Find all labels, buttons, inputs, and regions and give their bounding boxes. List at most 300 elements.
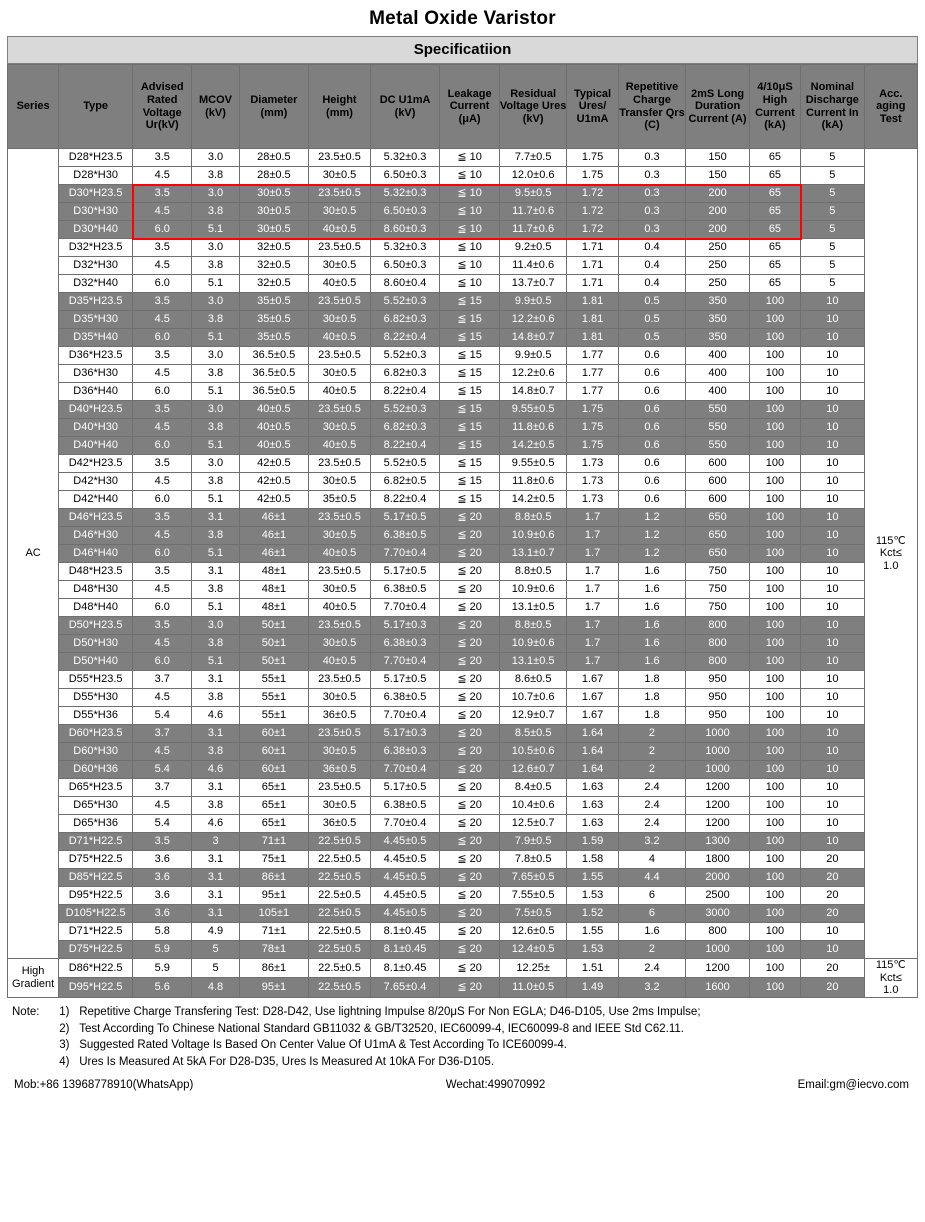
data-cell: 40±0.5 bbox=[309, 437, 370, 455]
data-cell: 3.6 bbox=[133, 869, 192, 887]
series-cell: High Gradient bbox=[8, 959, 59, 998]
data-cell: 1000 bbox=[686, 941, 750, 959]
table-row bbox=[8, 491, 918, 509]
data-cell: 100 bbox=[749, 923, 800, 941]
data-cell: 7.65±0.5 bbox=[499, 869, 567, 887]
footer-mobile: Mob:+86 13968778910(WhatsApp) bbox=[14, 1078, 194, 1091]
data-cell: 1.7 bbox=[567, 563, 618, 581]
data-cell: 9.55±0.5 bbox=[499, 455, 567, 473]
data-cell: 0.4 bbox=[618, 275, 686, 293]
data-cell: 100 bbox=[749, 815, 800, 833]
data-cell: 3.0 bbox=[192, 149, 239, 167]
data-cell: 6.38±0.3 bbox=[370, 635, 440, 653]
data-cell: 100 bbox=[749, 527, 800, 545]
data-cell: 1.59 bbox=[567, 833, 618, 851]
data-cell: 10 bbox=[801, 419, 865, 437]
data-cell: 7.9±0.5 bbox=[499, 833, 567, 851]
data-cell: ≦ 20 bbox=[440, 923, 499, 941]
type-cell: D48*H40 bbox=[59, 599, 133, 617]
data-cell: 60±1 bbox=[239, 725, 309, 743]
data-cell: 46±1 bbox=[239, 509, 309, 527]
data-cell: 3 bbox=[192, 833, 239, 851]
data-cell: 20 bbox=[801, 978, 865, 997]
type-cell: D32*H30 bbox=[59, 257, 133, 275]
type-cell: D65*H30 bbox=[59, 797, 133, 815]
data-cell: 3.8 bbox=[192, 689, 239, 707]
data-cell: 6 bbox=[618, 887, 686, 905]
table-row bbox=[8, 851, 918, 869]
data-cell: ≦ 20 bbox=[440, 941, 499, 959]
type-cell: D46*H23.5 bbox=[59, 509, 133, 527]
data-cell: ≦ 20 bbox=[440, 869, 499, 887]
type-cell: D35*H40 bbox=[59, 329, 133, 347]
data-cell: 100 bbox=[749, 689, 800, 707]
table-row bbox=[8, 815, 918, 833]
data-cell: 28±0.5 bbox=[239, 149, 309, 167]
data-cell: 3.8 bbox=[192, 167, 239, 185]
data-cell: 100 bbox=[749, 743, 800, 761]
data-cell: 100 bbox=[749, 491, 800, 509]
data-cell: 50±1 bbox=[239, 653, 309, 671]
data-cell: 71±1 bbox=[239, 833, 309, 851]
table-row bbox=[8, 329, 918, 347]
data-cell: 1.67 bbox=[567, 671, 618, 689]
data-cell: 14.2±0.5 bbox=[499, 491, 567, 509]
data-cell: 23.5±0.5 bbox=[309, 347, 370, 365]
type-cell: D105*H22.5 bbox=[59, 905, 133, 923]
data-cell: 0.5 bbox=[618, 329, 686, 347]
data-cell: 32±0.5 bbox=[239, 257, 309, 275]
data-cell: 5 bbox=[801, 167, 865, 185]
data-cell: 20 bbox=[801, 869, 865, 887]
data-cell: 6.0 bbox=[133, 653, 192, 671]
data-cell: 10 bbox=[801, 671, 865, 689]
note-number: 3) bbox=[59, 1039, 70, 1052]
data-cell: 10 bbox=[801, 725, 865, 743]
data-cell: 6.0 bbox=[133, 221, 192, 239]
data-cell: 3.1 bbox=[192, 563, 239, 581]
data-cell: ≦ 15 bbox=[440, 293, 499, 311]
data-cell: 3.0 bbox=[192, 293, 239, 311]
data-cell: 10 bbox=[801, 779, 865, 797]
data-cell: 4.5 bbox=[133, 635, 192, 653]
data-cell: 9.5±0.5 bbox=[499, 185, 567, 203]
data-cell: 8.22±0.4 bbox=[370, 491, 440, 509]
data-cell: 6.50±0.3 bbox=[370, 257, 440, 275]
data-cell: 23.5±0.5 bbox=[309, 779, 370, 797]
data-cell: 3.1 bbox=[192, 509, 239, 527]
data-cell: 7.70±0.4 bbox=[370, 761, 440, 779]
column-header-5: Height (mm) bbox=[309, 65, 370, 149]
data-cell: 3.2 bbox=[618, 978, 686, 997]
data-cell: 13.1±0.5 bbox=[499, 653, 567, 671]
data-cell: 23.5±0.5 bbox=[309, 455, 370, 473]
data-cell: 10 bbox=[801, 923, 865, 941]
data-cell: 1.7 bbox=[567, 545, 618, 563]
type-cell: D85*H22.5 bbox=[59, 869, 133, 887]
data-cell: 100 bbox=[749, 959, 800, 978]
data-cell: ≦ 20 bbox=[440, 779, 499, 797]
type-cell: D36*H40 bbox=[59, 383, 133, 401]
data-cell: 13.1±0.5 bbox=[499, 599, 567, 617]
data-cell: 13.7±0.7 bbox=[499, 275, 567, 293]
data-cell: 6.50±0.3 bbox=[370, 203, 440, 221]
data-cell: ≦ 10 bbox=[440, 239, 499, 257]
data-cell: 1.6 bbox=[618, 653, 686, 671]
table-row bbox=[8, 779, 918, 797]
data-cell: 100 bbox=[749, 653, 800, 671]
data-cell: 22.5±0.5 bbox=[309, 905, 370, 923]
data-cell: 6.0 bbox=[133, 383, 192, 401]
data-cell: 78±1 bbox=[239, 941, 309, 959]
data-cell: ≦ 10 bbox=[440, 149, 499, 167]
data-cell: 11.8±0.6 bbox=[499, 473, 567, 491]
data-cell: 950 bbox=[686, 671, 750, 689]
note-text: Suggested Rated Voltage Is Based On Center Value Of U1mA & Test According To ICE60099-4. bbox=[79, 1039, 567, 1052]
data-cell: 8.60±0.4 bbox=[370, 275, 440, 293]
data-cell: ≦ 20 bbox=[440, 833, 499, 851]
data-cell: 6 bbox=[618, 905, 686, 923]
data-cell: 1.67 bbox=[567, 689, 618, 707]
data-cell: 400 bbox=[686, 347, 750, 365]
table-row bbox=[8, 239, 918, 257]
data-cell: 1.8 bbox=[618, 671, 686, 689]
series-cell: AC bbox=[8, 149, 59, 959]
data-cell: 5.17±0.5 bbox=[370, 563, 440, 581]
data-cell: 40±0.5 bbox=[239, 401, 309, 419]
type-cell: D42*H30 bbox=[59, 473, 133, 491]
table-row bbox=[8, 185, 918, 203]
data-cell: 3.8 bbox=[192, 797, 239, 815]
data-cell: 5.9 bbox=[133, 959, 192, 978]
data-cell: 30±0.5 bbox=[309, 635, 370, 653]
data-cell: 3.0 bbox=[192, 617, 239, 635]
data-cell: 100 bbox=[749, 347, 800, 365]
data-cell: 10 bbox=[801, 617, 865, 635]
data-cell: ≦ 20 bbox=[440, 797, 499, 815]
data-cell: ≦ 20 bbox=[440, 617, 499, 635]
type-cell: D46*H40 bbox=[59, 545, 133, 563]
data-cell: 10 bbox=[801, 599, 865, 617]
data-cell: 40±0.5 bbox=[309, 383, 370, 401]
data-cell: 0.3 bbox=[618, 185, 686, 203]
data-cell: 1.8 bbox=[618, 689, 686, 707]
data-cell: 10 bbox=[801, 833, 865, 851]
data-cell: 250 bbox=[686, 257, 750, 275]
table-header-row bbox=[8, 65, 918, 149]
type-cell: D65*H23.5 bbox=[59, 779, 133, 797]
data-cell: 22.5±0.5 bbox=[309, 978, 370, 997]
column-header-8: Residual Voltage Ures (kV) bbox=[499, 65, 567, 149]
data-cell: 5.4 bbox=[133, 761, 192, 779]
specification-table bbox=[7, 64, 918, 998]
data-cell: 100 bbox=[749, 365, 800, 383]
data-cell: 1.2 bbox=[618, 527, 686, 545]
table-row bbox=[8, 401, 918, 419]
data-cell: 100 bbox=[749, 509, 800, 527]
data-cell: 5 bbox=[801, 275, 865, 293]
data-cell: 20 bbox=[801, 887, 865, 905]
note-number: 1) bbox=[59, 1005, 70, 1018]
type-cell: D40*H23.5 bbox=[59, 401, 133, 419]
data-cell: 10 bbox=[801, 401, 865, 419]
data-cell: 3.5 bbox=[133, 563, 192, 581]
data-cell: 9.9±0.5 bbox=[499, 293, 567, 311]
data-cell: 3.5 bbox=[133, 347, 192, 365]
data-cell: 42±0.5 bbox=[239, 473, 309, 491]
data-cell: 95±1 bbox=[239, 978, 309, 997]
data-cell: 4.5 bbox=[133, 527, 192, 545]
data-cell: 48±1 bbox=[239, 563, 309, 581]
data-cell: 5.32±0.3 bbox=[370, 185, 440, 203]
type-cell: D28*H30 bbox=[59, 167, 133, 185]
data-cell: 2.4 bbox=[618, 815, 686, 833]
data-cell: 8.1±0.45 bbox=[370, 923, 440, 941]
data-cell: 100 bbox=[749, 419, 800, 437]
data-cell: 30±0.5 bbox=[309, 689, 370, 707]
data-cell: 50±1 bbox=[239, 617, 309, 635]
data-cell: 7.8±0.5 bbox=[499, 851, 567, 869]
data-cell: 1.64 bbox=[567, 743, 618, 761]
data-cell: 9.9±0.5 bbox=[499, 347, 567, 365]
data-cell: 7.65±0.4 bbox=[370, 978, 440, 997]
data-cell: 6.82±0.5 bbox=[370, 473, 440, 491]
data-cell: ≦ 15 bbox=[440, 311, 499, 329]
data-cell: 1.7 bbox=[567, 635, 618, 653]
data-cell: 5.1 bbox=[192, 275, 239, 293]
data-cell: 1.53 bbox=[567, 941, 618, 959]
data-cell: 8.4±0.5 bbox=[499, 779, 567, 797]
data-cell: 7.5±0.5 bbox=[499, 905, 567, 923]
data-cell: 40±0.5 bbox=[309, 329, 370, 347]
data-cell: 11.4±0.6 bbox=[499, 257, 567, 275]
data-cell: 32±0.5 bbox=[239, 275, 309, 293]
data-cell: 22.5±0.5 bbox=[309, 887, 370, 905]
data-cell: 3.6 bbox=[133, 905, 192, 923]
data-cell: 100 bbox=[749, 761, 800, 779]
data-cell: 100 bbox=[749, 455, 800, 473]
data-cell: ≦ 20 bbox=[440, 527, 499, 545]
table-row bbox=[8, 743, 918, 761]
table-row bbox=[8, 347, 918, 365]
data-cell: 5.17±0.3 bbox=[370, 725, 440, 743]
data-cell: 0.6 bbox=[618, 419, 686, 437]
data-cell: 4.6 bbox=[192, 815, 239, 833]
data-cell: 23.5±0.5 bbox=[309, 617, 370, 635]
data-cell: 14.8±0.7 bbox=[499, 383, 567, 401]
data-cell: ≦ 20 bbox=[440, 581, 499, 599]
data-cell: 10 bbox=[801, 527, 865, 545]
data-cell: 100 bbox=[749, 473, 800, 491]
data-cell: 10 bbox=[801, 563, 865, 581]
data-cell: 100 bbox=[749, 779, 800, 797]
table-row bbox=[8, 617, 918, 635]
data-cell: 6.0 bbox=[133, 275, 192, 293]
data-cell: 30±0.5 bbox=[309, 419, 370, 437]
data-cell: 100 bbox=[749, 833, 800, 851]
type-cell: D55*H30 bbox=[59, 689, 133, 707]
data-cell: 1.77 bbox=[567, 383, 618, 401]
data-cell: 20 bbox=[801, 959, 865, 978]
data-cell: 1.6 bbox=[618, 923, 686, 941]
data-cell: 48±1 bbox=[239, 581, 309, 599]
data-cell: 55±1 bbox=[239, 671, 309, 689]
data-cell: 30±0.5 bbox=[309, 365, 370, 383]
data-cell: 8.22±0.4 bbox=[370, 383, 440, 401]
data-cell: 1200 bbox=[686, 779, 750, 797]
data-cell: 5.6 bbox=[133, 978, 192, 997]
data-cell: ≦ 10 bbox=[440, 275, 499, 293]
data-cell: 65±1 bbox=[239, 815, 309, 833]
data-cell: ≦ 20 bbox=[440, 635, 499, 653]
data-cell: 1.72 bbox=[567, 221, 618, 239]
data-cell: 1.8 bbox=[618, 707, 686, 725]
data-cell: 1.7 bbox=[567, 509, 618, 527]
data-cell: 30±0.5 bbox=[309, 797, 370, 815]
data-cell: 5.52±0.3 bbox=[370, 347, 440, 365]
data-cell: 3.5 bbox=[133, 455, 192, 473]
data-cell: 5 bbox=[801, 149, 865, 167]
data-cell: ≦ 15 bbox=[440, 401, 499, 419]
data-cell: 12.5±0.7 bbox=[499, 815, 567, 833]
table-row bbox=[8, 545, 918, 563]
data-cell: 800 bbox=[686, 635, 750, 653]
data-cell: ≦ 20 bbox=[440, 959, 499, 978]
data-cell: 10 bbox=[801, 293, 865, 311]
data-cell: 22.5±0.5 bbox=[309, 851, 370, 869]
table-row bbox=[8, 311, 918, 329]
data-cell: 5.1 bbox=[192, 221, 239, 239]
data-cell: 55±1 bbox=[239, 689, 309, 707]
data-cell: 5 bbox=[801, 257, 865, 275]
data-cell: 4.45±0.5 bbox=[370, 887, 440, 905]
data-cell: 30±0.5 bbox=[309, 311, 370, 329]
table-row bbox=[8, 563, 918, 581]
table-row bbox=[8, 527, 918, 545]
data-cell: 55±1 bbox=[239, 707, 309, 725]
data-cell: 8.22±0.4 bbox=[370, 329, 440, 347]
table-row bbox=[8, 797, 918, 815]
acc-aging-cell: 115℃ Kct≤ 1.0 bbox=[864, 959, 917, 998]
column-header-14: Acc. aging Test bbox=[864, 65, 917, 149]
data-cell: 4.5 bbox=[133, 167, 192, 185]
page-title: Metal Oxide Varistor bbox=[369, 8, 556, 29]
data-cell: 250 bbox=[686, 239, 750, 257]
notes-block bbox=[6, 998, 919, 1073]
data-cell: 30±0.5 bbox=[309, 473, 370, 491]
data-cell: 3.7 bbox=[133, 779, 192, 797]
footer bbox=[6, 1073, 919, 1097]
data-cell: ≦ 15 bbox=[440, 473, 499, 491]
data-cell: 5 bbox=[192, 959, 239, 978]
data-cell: 22.5±0.5 bbox=[309, 869, 370, 887]
data-cell: 0.5 bbox=[618, 311, 686, 329]
data-cell: 3.8 bbox=[192, 311, 239, 329]
data-cell: 23.5±0.5 bbox=[309, 185, 370, 203]
data-cell: 3.8 bbox=[192, 365, 239, 383]
data-cell: 1.52 bbox=[567, 905, 618, 923]
data-cell: 65 bbox=[749, 203, 800, 221]
data-cell: 30±0.5 bbox=[239, 221, 309, 239]
column-header-10: Repetitive Charge Transfer Qrs (C) bbox=[618, 65, 686, 149]
data-cell: 40±0.5 bbox=[309, 545, 370, 563]
type-cell: D50*H40 bbox=[59, 653, 133, 671]
data-cell: 12.6±0.5 bbox=[499, 923, 567, 941]
data-cell: 1.77 bbox=[567, 365, 618, 383]
table-row bbox=[8, 905, 918, 923]
table-row bbox=[8, 275, 918, 293]
data-cell: 100 bbox=[749, 797, 800, 815]
data-cell: 6.82±0.3 bbox=[370, 311, 440, 329]
type-cell: D71*H22.5 bbox=[59, 923, 133, 941]
notes-label: Note: bbox=[12, 1005, 40, 1018]
data-cell: 100 bbox=[749, 563, 800, 581]
data-cell: 3.6 bbox=[133, 887, 192, 905]
data-cell: 10 bbox=[801, 329, 865, 347]
column-header-6: DC U1mA (kV) bbox=[370, 65, 440, 149]
data-cell: 150 bbox=[686, 167, 750, 185]
data-cell: 350 bbox=[686, 311, 750, 329]
data-cell: 3.0 bbox=[192, 185, 239, 203]
data-cell: 10.7±0.6 bbox=[499, 689, 567, 707]
data-cell: 5.1 bbox=[192, 383, 239, 401]
data-cell: 10 bbox=[801, 707, 865, 725]
data-cell: 1.73 bbox=[567, 491, 618, 509]
data-cell: 4.6 bbox=[192, 761, 239, 779]
data-cell: 3.5 bbox=[133, 617, 192, 635]
data-cell: 1600 bbox=[686, 978, 750, 997]
data-cell: 100 bbox=[749, 401, 800, 419]
data-cell: 23.5±0.5 bbox=[309, 239, 370, 257]
table-row bbox=[8, 509, 918, 527]
data-cell: 10 bbox=[801, 635, 865, 653]
data-cell: 5 bbox=[801, 203, 865, 221]
data-cell: 3.5 bbox=[133, 293, 192, 311]
data-cell: 1200 bbox=[686, 815, 750, 833]
data-cell: 550 bbox=[686, 437, 750, 455]
data-cell: 5.9 bbox=[133, 941, 192, 959]
data-cell: 10 bbox=[801, 383, 865, 401]
data-cell: 1.73 bbox=[567, 473, 618, 491]
data-cell: 3.1 bbox=[192, 851, 239, 869]
data-cell: ≦ 20 bbox=[440, 689, 499, 707]
data-cell: 5.17±0.5 bbox=[370, 509, 440, 527]
type-cell: D35*H23.5 bbox=[59, 293, 133, 311]
data-cell: 4.8 bbox=[192, 978, 239, 997]
data-cell: 60±1 bbox=[239, 743, 309, 761]
data-cell: 7.70±0.4 bbox=[370, 707, 440, 725]
data-cell: 95±1 bbox=[239, 887, 309, 905]
type-cell: D28*H23.5 bbox=[59, 149, 133, 167]
data-cell: 0.3 bbox=[618, 167, 686, 185]
data-cell: 200 bbox=[686, 185, 750, 203]
data-cell: 3.5 bbox=[133, 185, 192, 203]
data-cell: 4.5 bbox=[133, 473, 192, 491]
data-cell: 42±0.5 bbox=[239, 491, 309, 509]
data-cell: 0.3 bbox=[618, 149, 686, 167]
data-cell: 1.58 bbox=[567, 851, 618, 869]
table-row bbox=[8, 473, 918, 491]
data-cell: 23.5±0.5 bbox=[309, 725, 370, 743]
data-cell: 100 bbox=[749, 851, 800, 869]
table-row bbox=[8, 978, 918, 997]
data-cell: 8.5±0.5 bbox=[499, 725, 567, 743]
data-cell: ≦ 15 bbox=[440, 455, 499, 473]
data-cell: 23.5±0.5 bbox=[309, 149, 370, 167]
data-cell: 3.5 bbox=[133, 239, 192, 257]
data-cell: 0.6 bbox=[618, 473, 686, 491]
data-cell: 8.8±0.5 bbox=[499, 509, 567, 527]
